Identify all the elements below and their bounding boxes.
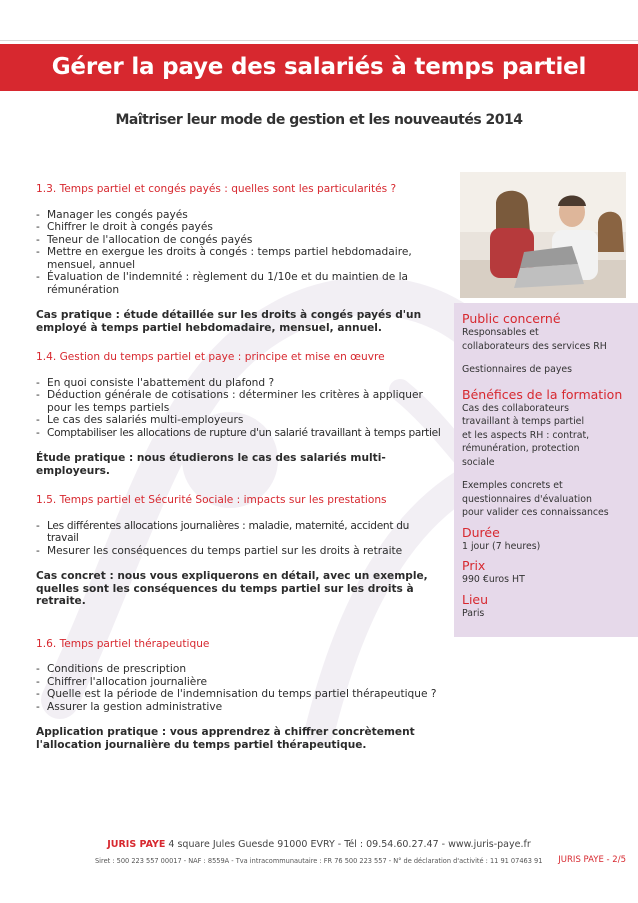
page-number: JURIS PAYE - 2/5 bbox=[558, 855, 626, 865]
case-study-note: Cas pratique : étude détaillée sur les droits à congés payés d'un employé à temps partiel hebdomadaire, mensuel, annuel. bbox=[36, 309, 422, 334]
page-subtitle: Maîtriser leur mode de gestion et les nouveautés 2014 bbox=[115, 112, 523, 128]
list-item: - Teneur de l'allocation de congés payés bbox=[36, 234, 441, 247]
bullet-list bbox=[36, 520, 441, 558]
case-study-note: Cas concret : nous vous expliquerons en détail, avec un exemple, quelles sont les conséquences du temps partiel sur les droits à retraite. bbox=[36, 570, 428, 607]
sidebar-text: Cas des collaborateurs bbox=[462, 402, 569, 414]
sidebar-text: Responsables et bbox=[462, 327, 539, 338]
sidebar-text: 1 jour (7 heures) bbox=[462, 540, 541, 552]
case-study-note: Application pratique : vous apprendrez à chiffrer concrètement l'allocation journalière du temps partiel thérapeutique. bbox=[36, 726, 415, 751]
program-content bbox=[36, 183, 441, 751]
sidebar-text: Paris bbox=[462, 607, 485, 619]
list-item: - Quelle est la période de l'indemnisation du temps partiel thérapeutique ? bbox=[36, 688, 441, 701]
list-item: - Comptabiliser les allocations de rupture d'un salarié travaillant à temps partiel bbox=[36, 427, 441, 440]
list-item: - En quoi consiste l'abattement du plafond ? bbox=[36, 377, 441, 390]
list-item: - Le cas des salariés multi-employeurs bbox=[36, 414, 441, 427]
list-item: - Manager les congés payés bbox=[36, 209, 441, 222]
section-title: 1.5. Temps partiel et Sécurité Sociale : impacts sur les prestations bbox=[36, 494, 387, 506]
sidebar-text: 990 €uros HT bbox=[462, 574, 525, 585]
list-item: - Évaluation de l'indemnité : règlement du 1/10e et du maintien de la rémunération bbox=[36, 271, 441, 296]
bullet-list bbox=[36, 377, 441, 440]
section-title: 1.3. Temps partiel et congés payés : quelles sont les particularités ? bbox=[36, 183, 397, 195]
list-item: - Conditions de prescription bbox=[36, 663, 441, 676]
sidebar-heading-price: Prix bbox=[462, 558, 486, 573]
sidebar-text: pour valider ces connaissances bbox=[462, 507, 609, 518]
photo-people-laptop bbox=[460, 172, 626, 298]
list-item: - Chiffrer le droit à congés payés bbox=[36, 221, 441, 234]
sidebar-text: Gestionnaires de payes bbox=[462, 364, 573, 375]
sidebar-text: travaillant à temps partiel bbox=[462, 416, 585, 427]
top-rule bbox=[0, 40, 638, 41]
bullet-list bbox=[36, 209, 441, 297]
footer-contact bbox=[0, 839, 638, 850]
info-sidebar bbox=[454, 303, 638, 637]
bullet-list bbox=[36, 663, 441, 713]
case-study-note: Étude pratique : nous étudierons le cas des salariés multi-employeurs. bbox=[36, 452, 386, 477]
sidebar-text: rémunération, protection bbox=[462, 443, 580, 454]
list-item: - Mesurer les conséquences du temps partiel sur les droits à retraite bbox=[36, 545, 441, 558]
sidebar-heading-benefits: Bénéfices de la formation bbox=[462, 386, 623, 402]
sidebar-heading-duration: Durée bbox=[462, 524, 500, 540]
page-title: Gérer la paye des salariés à temps partiel bbox=[0, 44, 638, 91]
sidebar-text: questionnaires d'évaluation bbox=[462, 493, 592, 505]
sidebar-heading-public: Public concerné bbox=[462, 311, 561, 326]
footer-legal: Siret : 500 223 557 00017 - NAF : 8559A - Tva intracommunautaire : FR 76 500 223 557 - N° de déclaration d'activité : 11 91 07463 91 bbox=[95, 857, 543, 865]
section-title: 1.4. Gestion du temps partiel et paye : principe et mise en œuvre bbox=[36, 351, 385, 363]
sidebar-text: Exemples concrets et bbox=[462, 480, 563, 491]
list-item: - Déduction générale de cotisations : déterminer les critères à appliquer pour les temps partiels bbox=[36, 389, 441, 414]
list-item: - Les différentes allocations journalières : maladie, maternité, accident du travail bbox=[36, 520, 441, 545]
list-item: - Assurer la gestion administrative bbox=[36, 701, 441, 714]
sidebar-heading-location: Lieu bbox=[462, 591, 489, 607]
list-item: - Chiffrer l'allocation journalière bbox=[36, 676, 441, 689]
list-item: - Mettre en exergue les droits à congés : temps partiel hebdomadaire, mensuel, annuel bbox=[36, 246, 441, 271]
section-title: 1.6. Temps partiel thérapeutique bbox=[36, 637, 210, 650]
sidebar-text: sociale bbox=[462, 456, 495, 468]
sidebar-text: et les aspects RH : contrat, bbox=[462, 429, 590, 441]
footer-address: 4 square Jules Guesde 91000 EVRY - Tél : 09.54.60.27.47 - www.juris-paye.fr bbox=[165, 839, 531, 850]
sidebar-text: collaborateurs des services RH bbox=[462, 340, 607, 352]
footer-brand: JURIS PAYE bbox=[107, 839, 166, 850]
